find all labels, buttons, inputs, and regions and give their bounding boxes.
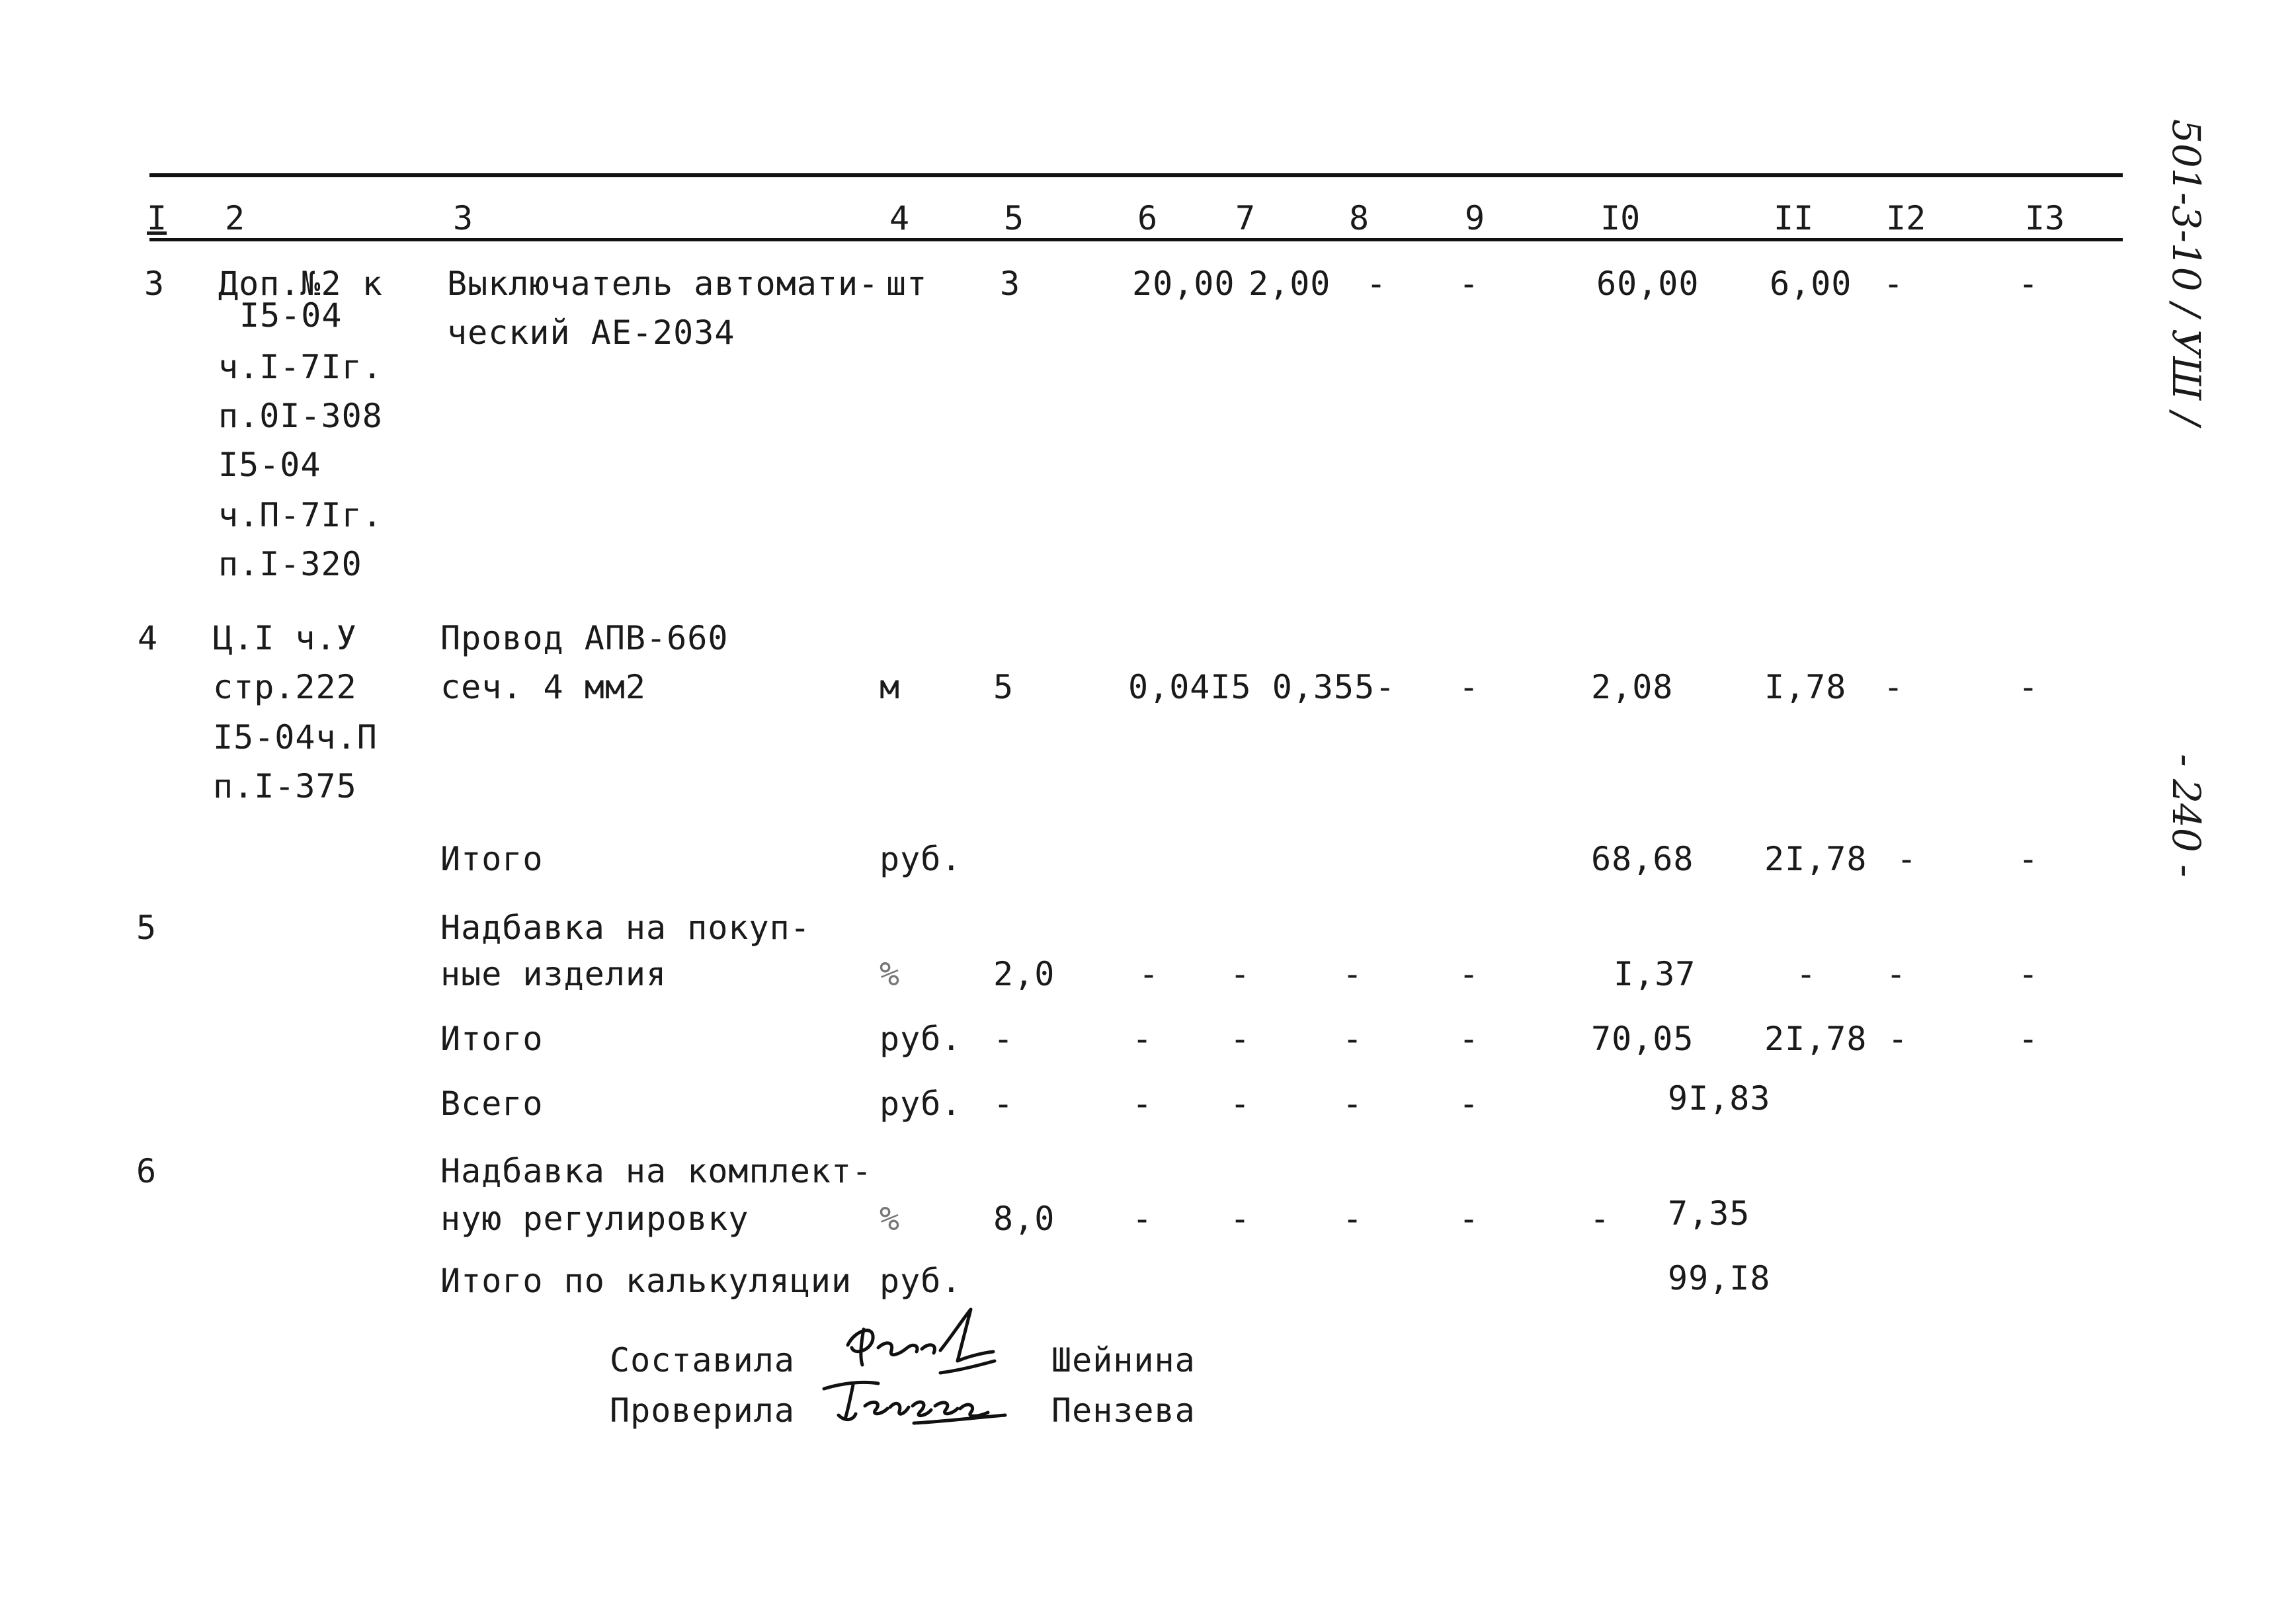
- column-header: I0: [1600, 199, 1641, 237]
- row-col6: 20,00: [1132, 265, 1235, 303]
- column-header: 2: [225, 199, 245, 237]
- column-header: 6: [1137, 199, 1158, 237]
- column-header: 9: [1465, 199, 1485, 237]
- column-header: I3: [2025, 199, 2065, 237]
- dash: -: [1590, 1200, 1611, 1238]
- row-reference: п.0I-308: [218, 397, 383, 435]
- surcharge-col10: I,37: [1614, 955, 1696, 993]
- subtotal-col11: 2I,78: [1764, 840, 1867, 878]
- row-number: 4: [138, 619, 159, 657]
- compiled-label: Составила: [610, 1341, 795, 1379]
- surcharge-label: ные изделия: [440, 955, 667, 993]
- table-top-rule: [149, 173, 2123, 177]
- row-name: Провод АПВ-660: [440, 619, 729, 657]
- row-reference: Доп.№2 к: [218, 265, 383, 303]
- row-col13: -: [2018, 668, 2039, 706]
- column-header: II: [1774, 199, 1814, 237]
- surcharge-col11: -: [1796, 955, 1817, 993]
- column-header: I: [147, 199, 167, 237]
- column-header: I2: [1886, 199, 1926, 237]
- subtotal-label: Итого: [440, 1020, 544, 1058]
- row-name: ческий АЕ-2034: [447, 313, 735, 352]
- subtotal-col12: -: [1897, 840, 1918, 878]
- surcharge-label: Надбавка на покуп-: [440, 909, 811, 947]
- row-reference: I5-04: [239, 296, 343, 335]
- row-reference: ч.П-7Iг.: [218, 496, 383, 534]
- subtotal-col13: -: [2018, 1020, 2039, 1058]
- row-col13: -: [2018, 265, 2039, 303]
- dash: -: [1342, 1085, 1364, 1123]
- dash: -: [1230, 1020, 1251, 1058]
- row-reference: ч.I-7Iг.: [218, 348, 383, 386]
- dash: -: [993, 1020, 1014, 1058]
- subtotal-label: Итого: [440, 840, 544, 878]
- surcharge-col13: -: [2018, 955, 2039, 993]
- surcharge-unit: %: [880, 955, 901, 993]
- row-col6-7-8: 0,04I5 0,355-: [1128, 668, 1396, 706]
- column-header: 4: [889, 199, 910, 237]
- checked-label: Проверила: [610, 1391, 795, 1430]
- row-number: 3: [144, 265, 165, 303]
- column-header: 3: [453, 199, 473, 237]
- total-value: 9I,83: [1668, 1079, 1771, 1118]
- dash: -: [1342, 1020, 1364, 1058]
- surcharge-unit: %: [880, 1200, 901, 1238]
- row-col11: 6,00: [1770, 265, 1852, 303]
- column-header: 7: [1235, 199, 1256, 237]
- subtotal-col13: -: [2018, 840, 2039, 878]
- total-unit: руб.: [880, 1085, 962, 1123]
- compiled-name: Шейнина: [1051, 1341, 1196, 1379]
- surcharge-label: Надбавка на комплект-: [440, 1152, 873, 1190]
- dash: -: [1459, 1020, 1480, 1058]
- subtotal-col11: 2I,78 -: [1764, 1020, 1908, 1058]
- row-qty: 5: [993, 668, 1014, 706]
- surcharge-rate: 2,0: [993, 955, 1055, 993]
- row-reference: I5-04ч.П: [213, 718, 378, 757]
- table-header-rule: [149, 238, 2123, 241]
- surcharge-rate: 8,0: [993, 1200, 1055, 1238]
- row-name: Выключатель автомати-: [447, 265, 880, 303]
- row-unit: шт: [886, 265, 928, 303]
- dash: -: [1459, 1085, 1480, 1123]
- dash: -: [1459, 1200, 1480, 1238]
- row-col12: -: [1883, 668, 1905, 706]
- total-label: Всего: [440, 1085, 544, 1123]
- dash: -: [1342, 1200, 1364, 1238]
- checked-signature: [815, 1369, 1013, 1428]
- dash: -: [1459, 955, 1480, 993]
- checked-name: Пензева: [1051, 1391, 1196, 1430]
- row-unit: м: [880, 668, 901, 706]
- row-col12: -: [1883, 265, 1905, 303]
- row-reference: Ц.I ч.У: [213, 619, 357, 657]
- row-number: 6: [136, 1152, 157, 1190]
- row-reference: п.I-375: [213, 767, 357, 805]
- dash: -: [1132, 1020, 1153, 1058]
- surcharge-total: 7,35: [1668, 1194, 1750, 1233]
- row-reference: п.I-320: [218, 545, 362, 583]
- grand-total-label: Итого по калькуляции: [440, 1262, 852, 1300]
- row-name: сеч. 4 мм2: [440, 668, 647, 706]
- grand-total-unit: руб.: [880, 1262, 962, 1300]
- dash: -: [1139, 955, 1160, 993]
- dash: -: [1132, 1085, 1153, 1123]
- row-col11: I,78: [1764, 668, 1847, 706]
- dash: -: [1230, 1200, 1251, 1238]
- grand-total-value: 99,I8: [1668, 1259, 1771, 1297]
- row-col10: 2,08: [1591, 668, 1674, 706]
- document-code: 501-3-10 / УШ /: [2164, 119, 2209, 426]
- dash: -: [1230, 955, 1251, 993]
- row-number: 5: [136, 909, 157, 947]
- row-col8: -: [1366, 265, 1387, 303]
- dash: -: [1132, 1200, 1153, 1238]
- surcharge-label: ную регулировку: [440, 1200, 749, 1238]
- column-header: 8: [1349, 199, 1370, 237]
- row-reference: I5-04: [218, 446, 321, 484]
- subtotal-unit: руб.: [880, 1020, 962, 1058]
- dash: -: [993, 1085, 1014, 1123]
- row-col7: 2,00: [1249, 265, 1331, 303]
- column-header: 5: [1004, 199, 1024, 237]
- row-reference: стр.222: [213, 668, 357, 706]
- row-col10: 60,00: [1596, 265, 1700, 303]
- subtotal-unit: руб.: [880, 840, 962, 878]
- subtotal-col10: 68,68: [1591, 840, 1694, 878]
- subtotal-col10: 70,05: [1591, 1020, 1694, 1058]
- surcharge-col12: -: [1886, 955, 1907, 993]
- row-col9: -: [1459, 265, 1480, 303]
- page-number: - 240 -: [2164, 754, 2209, 878]
- dash: -: [1230, 1085, 1251, 1123]
- row-col9: -: [1459, 668, 1480, 706]
- row-qty: 3: [1000, 265, 1021, 303]
- dash: -: [1342, 955, 1364, 993]
